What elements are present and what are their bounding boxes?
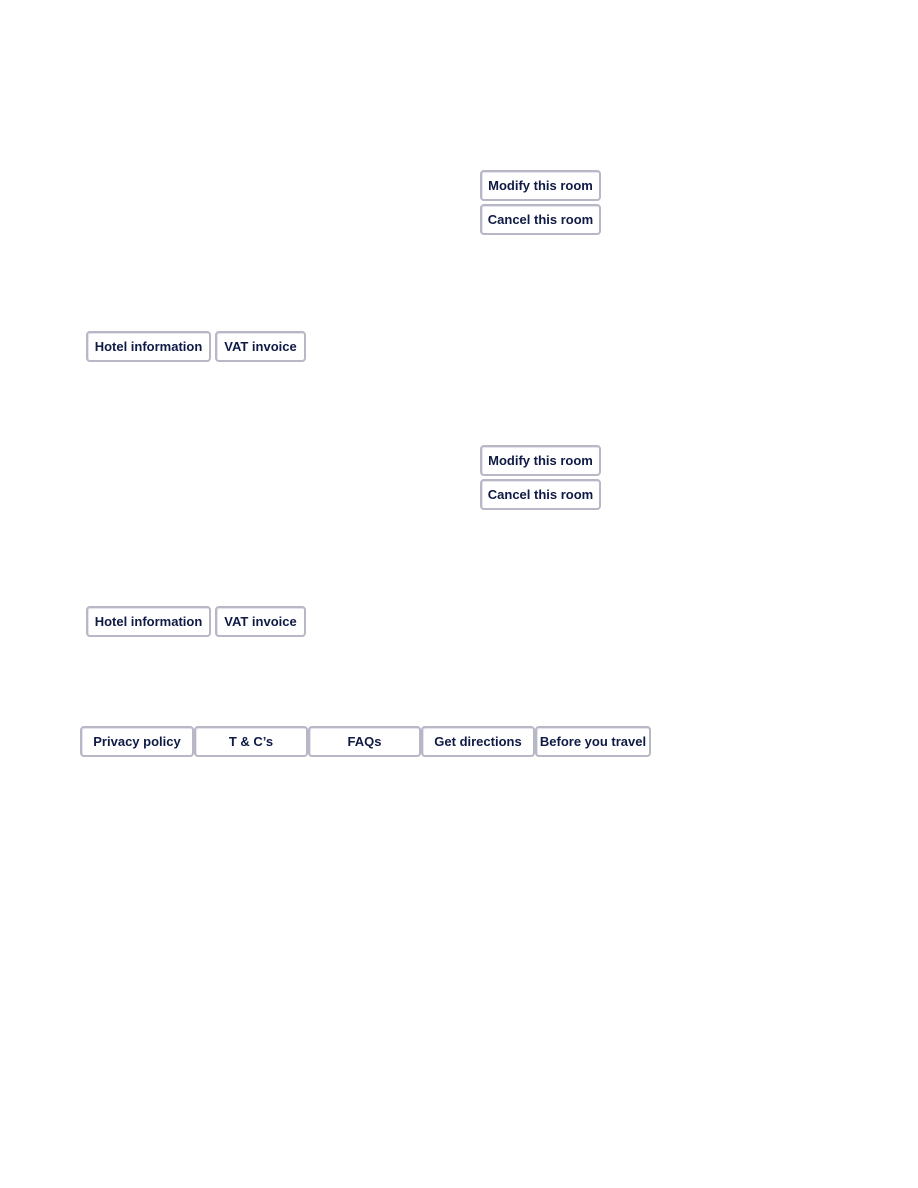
cancel-room-button[interactable]: Cancel this room (480, 479, 601, 510)
terms-link[interactable]: T & C’s (194, 726, 308, 757)
vat-invoice-button[interactable]: VAT invoice (215, 606, 306, 637)
faqs-link[interactable]: FAQs (308, 726, 421, 757)
hotel-information-button[interactable]: Hotel information (86, 606, 211, 637)
vat-invoice-button[interactable]: VAT invoice (215, 331, 306, 362)
cancel-room-button[interactable]: Cancel this room (480, 204, 601, 235)
modify-room-button[interactable]: Modify this room (480, 170, 601, 201)
modify-room-button[interactable]: Modify this room (480, 445, 601, 476)
get-directions-link[interactable]: Get directions (421, 726, 535, 757)
hotel-information-button[interactable]: Hotel information (86, 331, 211, 362)
privacy-policy-link[interactable]: Privacy policy (80, 726, 194, 757)
before-you-travel-link[interactable]: Before you travel (535, 726, 651, 757)
